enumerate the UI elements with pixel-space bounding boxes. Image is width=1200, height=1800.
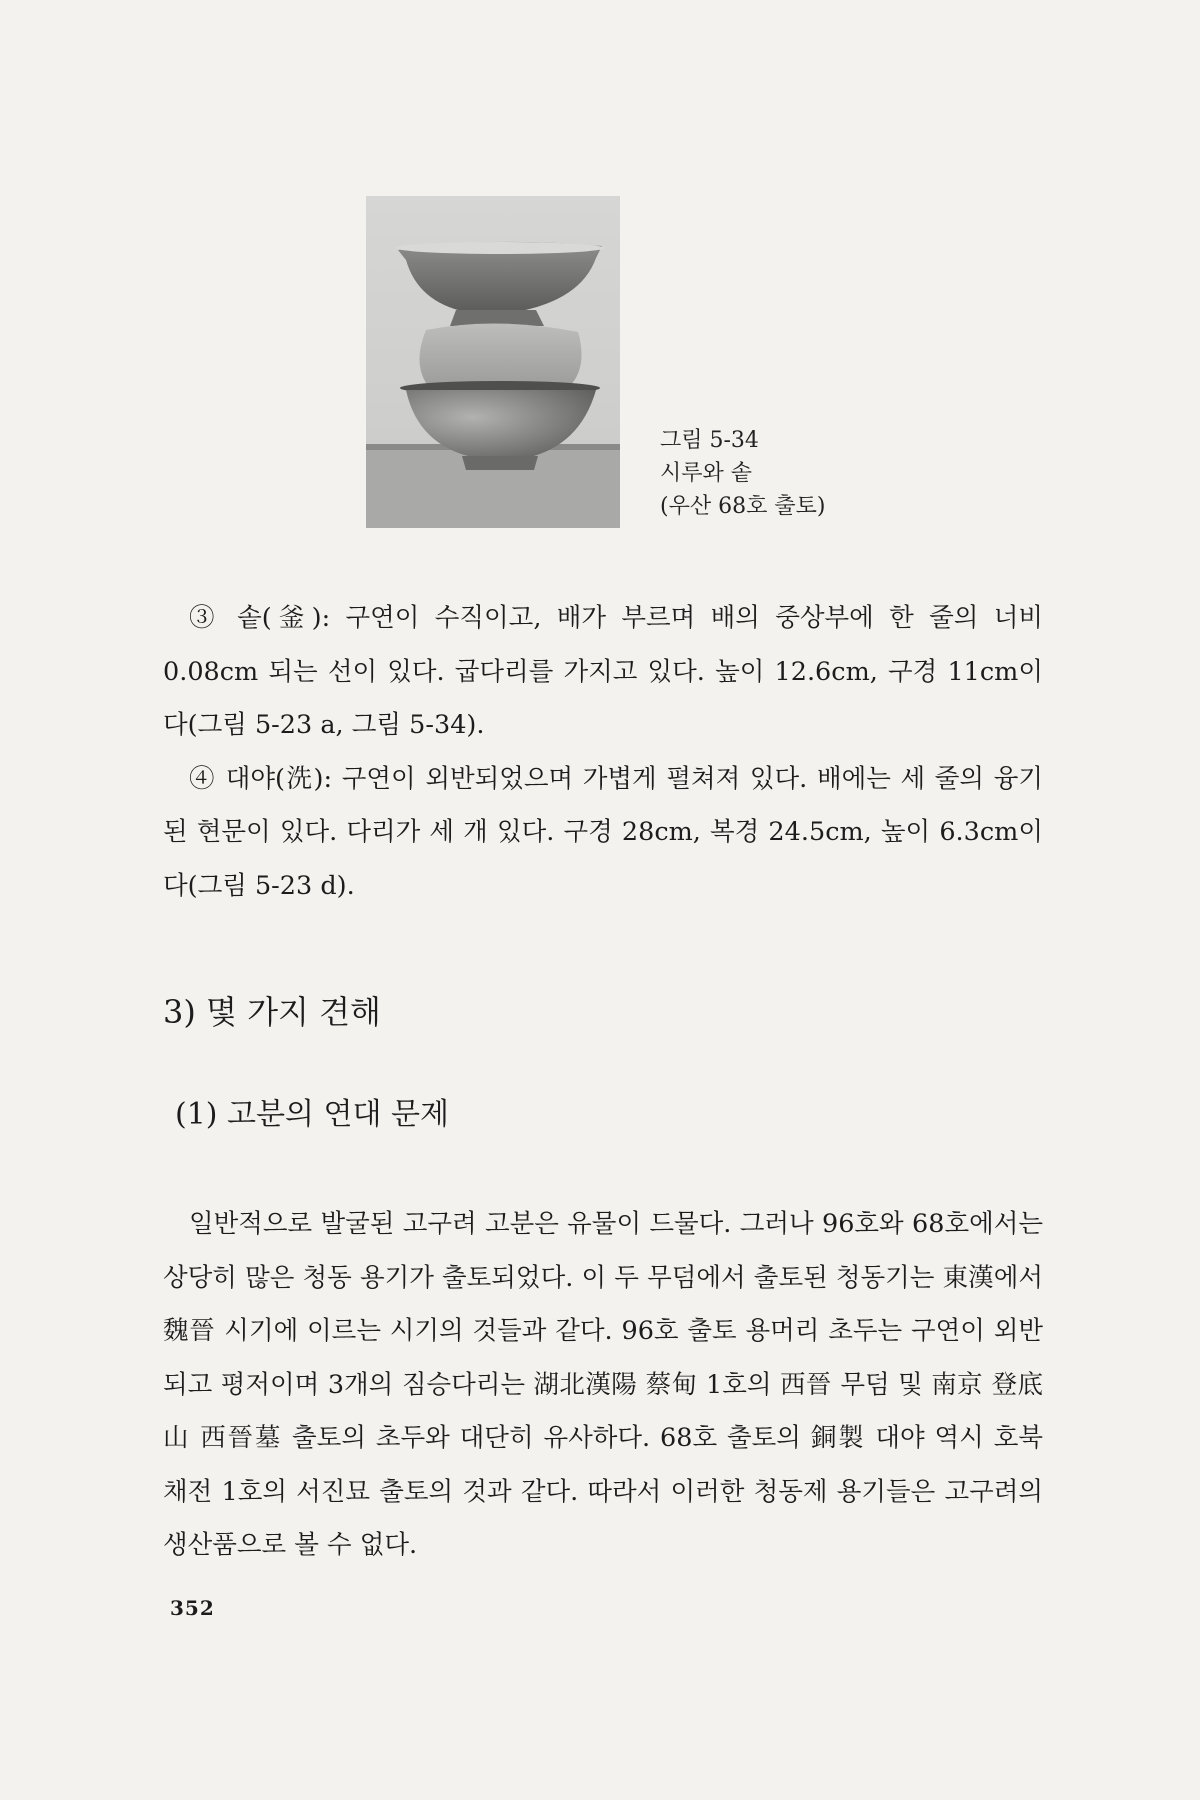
steamer-pot-image	[366, 196, 620, 528]
caption-line: (우산 68호 출토)	[660, 494, 826, 519]
subsection-title: (1) 고분의 연대 문제	[175, 1097, 449, 1132]
figure-caption	[660, 424, 825, 523]
item-basin: ④ 대야(洗): 구연이 외반되었으며 가볍게 펼쳐져 있다. 배에는 세 줄의 융기된 현문이 있다. 다리가 세 개 있다. 구경 28cm, 복경 24.5cm, 높이 6.3cm이다(그림 5-23 d).	[163, 763, 1043, 901]
item-list	[163, 592, 1043, 913]
caption-line: 그림 5-34	[660, 428, 759, 453]
section-title: 3) 몇 가지 견해	[163, 993, 381, 1031]
body-text	[163, 1198, 1043, 1573]
figure-photo	[366, 196, 620, 528]
body-paragraph: 일반적으로 발굴된 고구려 고분은 유물이 드물다. 그러나 96호와 68호에서는 상당히 많은 청동 용기가 출토되었다. 이 두 무덤에서 출토된 청동기는 東漢에서 魏晉 시기에 이르는 시기의 것들과 같다. 96호 출토 용머리 초두는 구연이 외반되고 평저이며 3개의 짐승다리는 湖北漢陽 蔡甸 1호의 西晉 무덤 및 南京 登底山 西晉墓 출토의 초두와 대단히 유사하다. 68호 출토의 銅製 대야 역시 호북 채전 1호의 서진묘 출토의 것과 같다. 따라서 이러한 청동제 용기들은 고구려의 생산품으로 볼 수 없다.	[163, 1209, 1043, 1560]
page-number: 352	[170, 1596, 215, 1620]
caption-line: 시루와 솥	[660, 461, 753, 486]
item-pot: ③ 솥(釜): 구연이 수직이고, 배가 부르며 배의 중상부에 한 줄의 너비 0.08cm 되는 선이 있다. 굽다리를 가지고 있다. 높이 12.6cm, 구경 11cm이다(그림 5-23 a, 그림 5-34).	[163, 603, 1043, 740]
